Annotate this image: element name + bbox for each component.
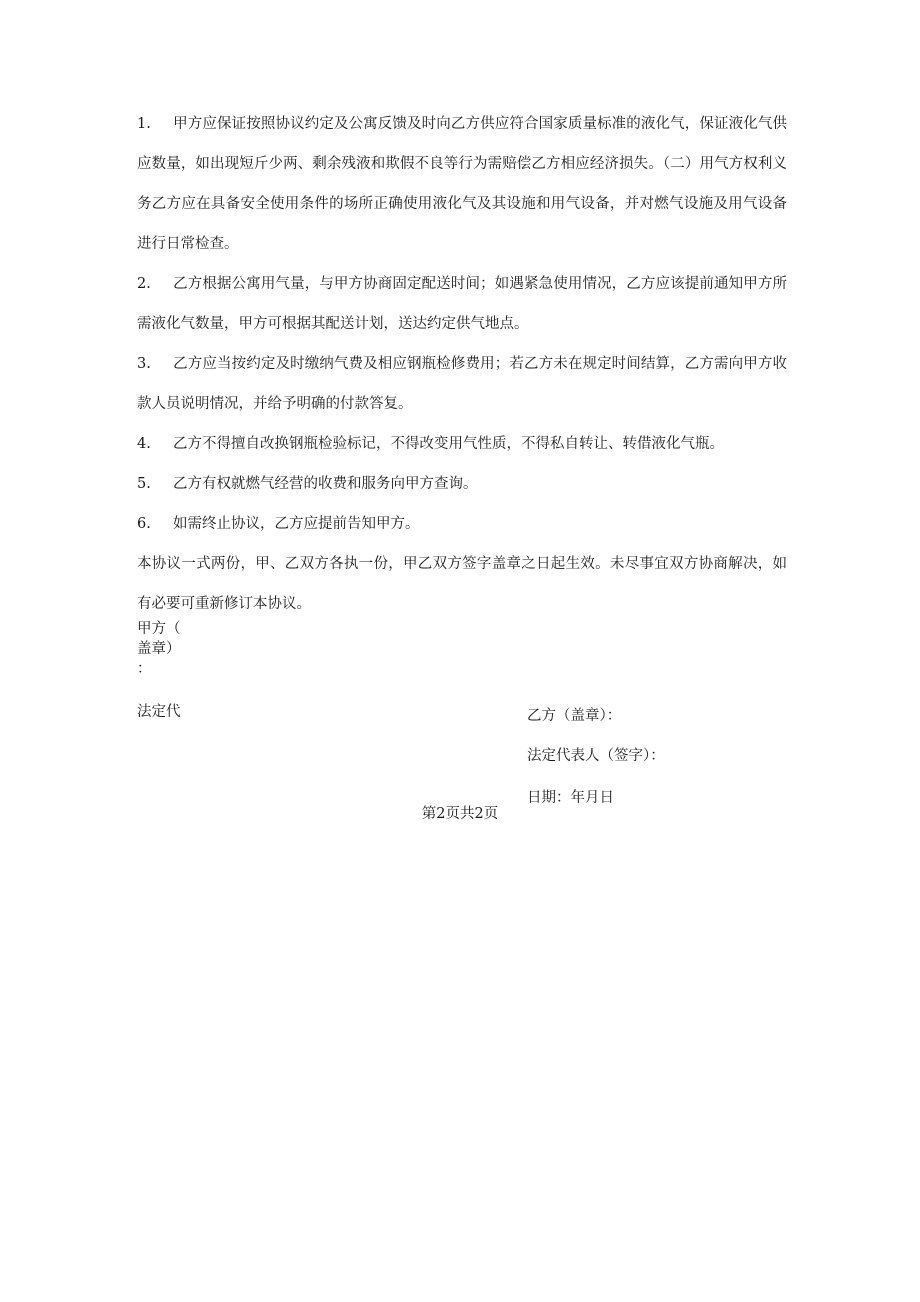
clause-2-text: 乙方根据公寓用气量，与甲方协商固定配送时间；如遇紧急使用情况，乙方应该提前通知甲方所需液化气数量，甲方可根据其配送计划，送达约定供气地点。 bbox=[137, 276, 787, 332]
closing-paragraph: 本协议一式两份，甲、乙双方各执一份，甲乙双方签字盖章之日起生效。未尽事宜双方协商解决，如有必要可重新修订本协议。 bbox=[137, 556, 787, 612]
clause-1-number: 1. bbox=[137, 116, 151, 132]
clause-2-number: 2. bbox=[137, 276, 151, 292]
party-b-seal: 乙方（盖章）： bbox=[527, 708, 622, 724]
clause-5-text: 乙方有权就燃气经营的收费和服务向甲方查询。 bbox=[173, 476, 478, 492]
clause-1-text: 甲方应保证按照协议约定及公寓反馈及时向乙方供应符合国家质量标准的液化气，保证液化气供应数量，如出现短斤少两、剩余残液和欺假不良等行为需赔偿乙方相应经济损失。（二）用气方权利义务乙方应在具备安全使用条件的场所正确使用液化气及其设施和用气设备，并对燃气设施及用气设备进行日常检查。 bbox=[137, 116, 787, 252]
party-b-legal-rep: 法定代表人（签字）： bbox=[527, 748, 665, 764]
clause-3 bbox=[137, 344, 787, 424]
clause-6-number: 6. bbox=[137, 516, 151, 532]
clause-5 bbox=[137, 464, 787, 504]
clause-6 bbox=[137, 504, 787, 544]
clause-3-number: 3. bbox=[137, 356, 151, 372]
clause-5-number: 5. bbox=[137, 476, 151, 492]
clause-1 bbox=[137, 104, 787, 264]
clause-2 bbox=[137, 264, 787, 344]
clause-4 bbox=[137, 424, 787, 464]
clause-4-number: 4. bbox=[137, 436, 151, 452]
clause-6-text: 如需终止协议，乙方应提前告知甲方。 bbox=[173, 516, 420, 532]
clause-3-text: 乙方应当按约定及时缴纳气费及相应钢瓶检修费用；若乙方未在规定时间结算，乙方需向甲方收款人员说明情况，并给予明确的付款答复。 bbox=[137, 356, 787, 412]
clause-4-text: 乙方不得擅自改换钢瓶检验标记，不得改变用气性质，不得私自转让、转借液化气瓶。 bbox=[173, 436, 724, 452]
party-a-label-line1: 甲方（ bbox=[137, 621, 181, 637]
party-a-legal-rep: 法定代 bbox=[137, 704, 181, 720]
party-a-label-line2: 盖章） bbox=[137, 641, 181, 657]
page-number: 第2页共2页 bbox=[421, 806, 499, 822]
party-a-label-line3: ： bbox=[137, 661, 152, 677]
party-b-date: 日期：年月日 bbox=[527, 790, 614, 806]
